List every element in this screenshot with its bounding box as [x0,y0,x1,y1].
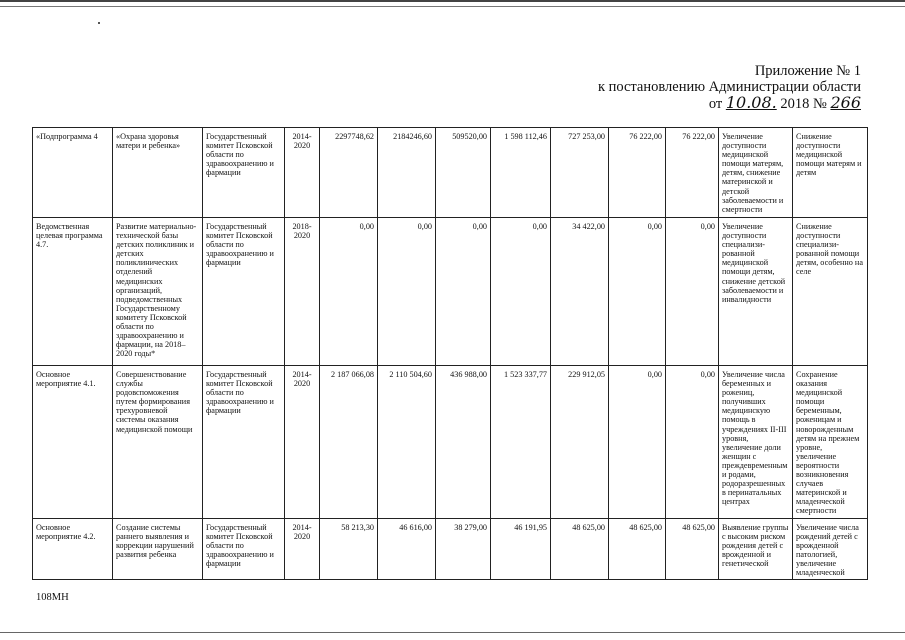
table-row [33,218,868,366]
row-value-4: 1 523 337,77 [491,366,551,519]
row-value-6: 48 625,00 [609,518,666,580]
row-result: Выявление группы с высоким риском рождения детей с врожденной и генетической [719,518,793,580]
decree-date: 10.08. [725,93,777,112]
row-name: «Подпрограмма 4 [33,128,113,218]
row-value-7: 48 625,00 [666,518,719,580]
row-value-1: 2297748,62 [320,128,378,218]
row-title: Развитие материально-технической базы детских поликлиник и детских поликлинических отделений медицинских организаций, подведомственных Государственному комитету Псковской области по здравоохранению и фармации, на 2018–2020 годы* [113,218,203,366]
table-row [33,366,868,519]
row-effect: Снижение доступности медицинской помощи матерям и детям [793,128,868,218]
footer-code: 108МН [36,592,69,603]
row-value-3: 436 988,00 [436,366,491,519]
row-executor: Государственный комитет Псковской области по здравоохранению и фармации [203,218,285,366]
decree-year: 2018 № [780,96,827,112]
row-executor: Государственный комитет Псковской области по здравоохранению и фармации [203,128,285,218]
row-value-5: 34 422,00 [551,218,609,366]
row-value-4: 1 598 112,46 [491,128,551,218]
row-years: 2014-2020 [285,128,320,218]
appendix-title: Приложение № 1 [754,63,861,79]
row-effect: Снижение доступности специализи-рованной помощи детям, особенно на селе [793,218,868,366]
row-years: 2018-2020 [285,218,320,366]
row-title: Совершенствование службы родовспоможения путем формирования трехуровневой системы оказания медицинской помощи [113,366,203,519]
row-value-1: 58 213,30 [320,518,378,580]
row-value-3: 38 279,00 [436,518,491,580]
scan-speck [98,22,100,24]
row-effect: Сохранение оказания медицинской помощи беременным, роженицам и новорожденным детям на прежнем уровне, увеличение вероятности возникновения случаев материнской и младенческой смертности [793,366,868,519]
row-value-4: 0,00 [491,218,551,366]
program-table [32,127,868,580]
row-years: 2014-2020 [285,366,320,519]
row-value-5: 48 625,00 [551,518,609,580]
row-result: Увеличение числа беременных и рожениц, получивших медицинскую помощь в учреждениях II-III уровня, увеличение доли женщин с преждевременными родами, родоразрешенных в перинатальных центрах [719,366,793,519]
row-title: «Охрана здоровья матери и ребенка» [113,128,203,218]
row-value-6: 76 222,00 [609,128,666,218]
appendix-header [598,63,861,112]
row-result: Увеличение доступности медицинской помощи матерям, детям, снижение материнской и детской заболеваемости и смертности [719,128,793,218]
date-prefix: от [708,96,723,112]
row-value-5: 229 912,05 [551,366,609,519]
row-value-2: 0,00 [378,218,436,366]
scan-edge-line [0,6,905,7]
row-name: Ведомственная целевая программа 4.7. [33,218,113,366]
row-value-2: 46 616,00 [378,518,436,580]
scan-edge-top [0,0,905,2]
table-row [33,128,868,218]
row-executor: Государственный комитет Псковской области по здравоохранению и фармации [203,518,285,580]
row-value-6: 0,00 [609,218,666,366]
row-value-7: 76 222,00 [666,128,719,218]
row-value-1: 0,00 [320,218,378,366]
appendix-subtitle: к постановлению Администрации области [597,79,861,95]
row-value-1: 2 187 066,08 [320,366,378,519]
row-value-6: 0,00 [609,366,666,519]
row-value-7: 0,00 [666,366,719,519]
row-value-2: 2 110 504,60 [378,366,436,519]
row-value-3: 509520,00 [436,128,491,218]
row-name: Основное мероприятие 4.2. [33,518,113,580]
row-value-5: 727 253,00 [551,128,609,218]
row-value-4: 46 191,95 [491,518,551,580]
table-row [33,518,868,580]
row-executor: Государственный комитет Псковской области по здравоохранению и фармации [203,366,285,519]
row-value-2: 2184246,60 [378,128,436,218]
row-result: Увеличение доступности специализи-рованной медицинской помощи детям, снижение детской заболеваемости и инвалидности [719,218,793,366]
row-effect: Увеличение числа рождений детей с врожденной патологией, увеличение младенческой [793,518,868,580]
row-value-7: 0,00 [666,218,719,366]
scan-edge-bottom [0,632,905,633]
row-years: 2014-2020 [285,518,320,580]
row-title: Создание системы раннего выявления и коррекции нарушений развития ребенка [113,518,203,580]
row-name: Основное мероприятие 4.1. [33,366,113,519]
appendix-date-line [598,95,861,112]
row-value-3: 0,00 [436,218,491,366]
decree-number: 266 [830,93,861,112]
